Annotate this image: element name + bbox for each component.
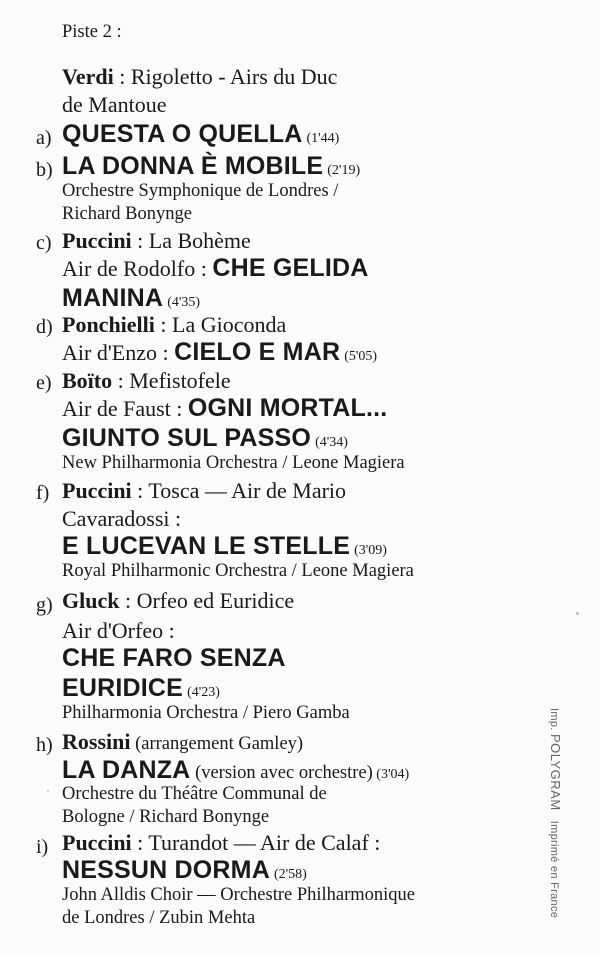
track-b xyxy=(62,152,360,181)
composer-name: Verdi xyxy=(62,64,114,89)
performers: Richard Bonynge xyxy=(62,204,192,224)
performers: Philharmonia Orchestra / Piero Gamba xyxy=(62,703,350,723)
printed-in-france: Imprimé en France xyxy=(548,820,560,919)
track-letter-g: g) xyxy=(36,594,53,616)
performers: New Philharmonia Orchestra / Leone Magiera xyxy=(62,453,405,473)
aria-title: LA DONNA È MOBILE xyxy=(62,152,324,180)
track-e-title-cont xyxy=(62,424,348,453)
aria-title: CHE GELIDA xyxy=(212,254,369,282)
track-g-title-cont xyxy=(62,674,220,703)
track-i-title xyxy=(62,856,307,885)
track-f-title xyxy=(62,532,387,561)
scan-speck xyxy=(47,790,49,792)
duration: (3'04) xyxy=(372,767,410,782)
aria-title: GIUNTO SUL PASSO xyxy=(62,424,312,452)
duration: (2'58) xyxy=(273,867,307,882)
track-h-title xyxy=(62,756,409,785)
opera-title: : La Gioconda xyxy=(154,312,287,337)
track-e-air xyxy=(62,394,387,423)
performers: Royal Philharmonic Orchestra / Leone Magiera xyxy=(62,561,414,581)
air-label: Air de Faust : xyxy=(62,396,188,421)
aria-title: OGNI MORTAL... xyxy=(187,394,388,422)
aria-title: CIELO E MAR xyxy=(174,338,341,366)
track-e-heading xyxy=(62,370,231,392)
duration: (4'34) xyxy=(315,435,348,450)
track-g-title xyxy=(62,644,286,673)
printer-credit: Imp. POLYGRAM Imprimé en France xyxy=(548,708,563,919)
performers: Orchestre Symphonique de Londres / xyxy=(62,181,339,201)
track-c-title-cont xyxy=(62,284,200,313)
air-label: Air d'Enzo : xyxy=(62,340,175,365)
opera-title-continued: de Mantoue xyxy=(62,92,167,117)
arrangement: (arrangement Gamley) xyxy=(130,734,304,754)
track-letter-h: h) xyxy=(36,734,53,756)
opera-title: : Turandot — Air de Calaf : xyxy=(131,830,381,855)
track-h-heading xyxy=(62,731,303,754)
verdi-heading: Verdi : Rigoletto - Airs du Duc xyxy=(62,64,338,89)
air-label: Air de Rodolfo : xyxy=(62,256,213,281)
air-label: Air d'Orfeo : xyxy=(62,618,175,643)
aria-title: NESSUN DORMA xyxy=(62,856,270,884)
aria-title: E LUCEVAN LE STELLE xyxy=(62,532,351,560)
duration: (2'19) xyxy=(327,163,361,178)
track-i-heading xyxy=(62,832,380,854)
composer-name: Puccini xyxy=(62,478,132,503)
opera-title: : La Bohème xyxy=(131,228,251,253)
performers: Bologne / Richard Bonynge xyxy=(62,807,270,827)
composer-name: Boïto xyxy=(62,368,113,393)
performers: John Alldis Choir — Orchestre Philharmonique xyxy=(62,885,416,905)
track-letter-b: b) xyxy=(36,159,53,181)
track-letter-f: f) xyxy=(36,482,50,504)
duration: (1'44) xyxy=(306,131,340,146)
polygram-imprint: POLYGRAM xyxy=(548,733,563,811)
aria-title: CHE FARO SENZA xyxy=(62,644,286,672)
composer-name: Ponchielli xyxy=(62,312,155,337)
track-c-air xyxy=(62,254,369,283)
version-note: (version avec orchestre) xyxy=(190,763,373,783)
track-d-air xyxy=(62,338,377,367)
composer-name: Gluck xyxy=(62,588,120,613)
track-g-heading xyxy=(62,590,294,612)
aria-title: EURIDICE xyxy=(62,674,184,702)
track-d-heading xyxy=(62,314,286,336)
air-label: Cavaradossi : xyxy=(62,506,182,531)
duration: (4'23) xyxy=(187,685,220,700)
composer-name: Puccini xyxy=(62,228,132,253)
aria-title: LA DANZA xyxy=(62,756,191,784)
opera-title: : Mefistofele xyxy=(112,368,231,393)
duration: (4'35) xyxy=(167,295,201,310)
duration: (3'09) xyxy=(354,543,387,558)
aria-title: MANINA xyxy=(62,284,164,312)
composer-name: Puccini xyxy=(62,830,132,855)
track-list-header: Piste 2 : xyxy=(62,22,122,42)
track-letter-e: e) xyxy=(36,372,52,394)
opera-title: Rigoletto - Airs du Duc xyxy=(130,64,338,89)
track-f-heading xyxy=(62,480,346,502)
track-letter-a: a) xyxy=(36,127,52,149)
opera-title: : Orfeo ed Euridice xyxy=(119,588,295,613)
aria-title: QUESTA O QUELLA xyxy=(62,120,303,148)
performers: de Londres / Zubin Mehta xyxy=(62,908,256,928)
track-letter-d: d) xyxy=(36,316,53,338)
composer-name: Rossini xyxy=(62,729,131,754)
track-c-heading xyxy=(62,230,251,252)
duration: (5'05) xyxy=(344,349,378,364)
track-letter-i: i) xyxy=(36,836,49,858)
track-letter-c: c) xyxy=(36,232,52,254)
scan-speck xyxy=(576,612,579,615)
opera-title: : Tosca — Air de Mario xyxy=(131,478,347,503)
performers: Orchestre du Théâtre Communal de xyxy=(62,784,327,804)
track-a xyxy=(62,120,339,149)
